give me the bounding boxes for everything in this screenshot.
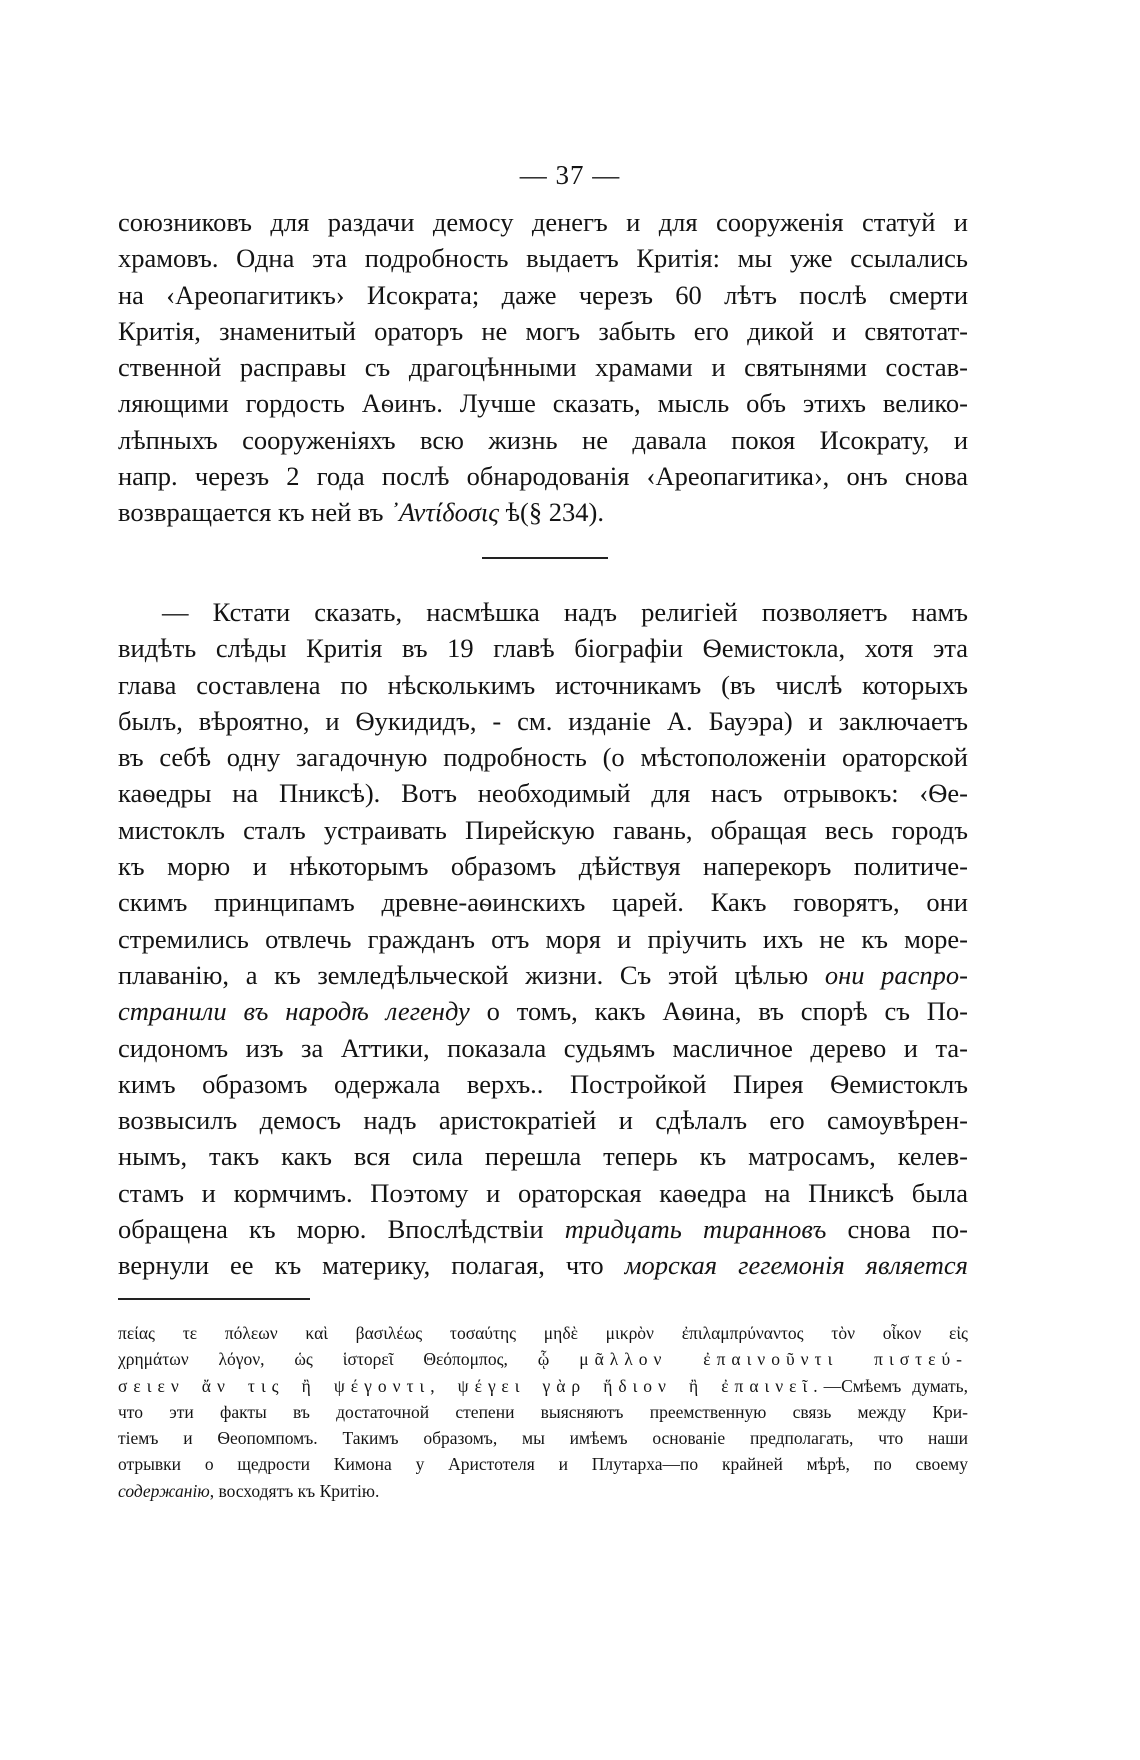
section-divider [482,557,608,559]
text-line: нымъ, такъ какъ вся сила перешла теперь къ матросамъ, келев- [118,1141,968,1172]
text-line: ляющими гордость Аѳинъ. Лучше сказать, мысль объ этихъ велико- [118,388,968,419]
italic-run: они распро- [824,959,969,990]
text-line [118,1247,968,1283]
text-line: сидономъ изъ за Аттики, показала судьямъ масличное дерево и та- [118,1032,968,1063]
text-line: стремились отвлечь гражданъ отъ моря и пріучить ихъ не къ море- [118,923,968,954]
text-line: напр. черезъ 2 года послѣ обнародованія ‹Ареопагитика›, онъ снова [118,461,968,492]
footnote-line: отрывки о щедрости Кимона у Аристотеля и Плутарха—по крайней мѣрѣ, по своему [118,1454,968,1475]
text-run: ѣ(§ 234). [499,497,604,528]
italic-run: морская гегемонія является [624,1250,968,1281]
text-line: былъ, вѣроятно, и Ѳукидидъ, - см. изданіе А. Бауэра) и заключаетъ [118,705,968,736]
text-line: возвысилъ демосъ надъ аристократіей и сдѣлалъ его самоувѣрен- [118,1105,968,1136]
text-line: ственной расправы съ драгоцѣнными храмами и святынями состав- [118,352,968,383]
page-number: — 37 — [519,160,621,190]
text-line [118,993,968,1029]
text-run: возвращается къ ней въ [118,497,391,528]
text-line [118,957,968,993]
paragraph-1 [118,204,968,531]
text-run: , восходятъ къ Критію. [209,1480,380,1501]
text-line: въ себѣ одну загадочную подробность (о мѣстоположеніи ораторской [118,742,968,773]
text-line: союзниковъ для раздачи демосу денегъ и для сооруженія статуй и [118,207,968,237]
text-run: снова по- [826,1214,969,1245]
spaced-quote: μᾶλλον ἐπαινοῦντι πιστεύ- [579,1349,969,1370]
spaced-quote: σειεν ἄν τις ἢ ψέγοντι, ψέγει γὰρ ἥδιον ἢ ἐπαινεῖ. [118,1375,824,1396]
text-line [118,1211,968,1247]
text-line [118,494,968,530]
italic-run: странили въ народѣ легенду [118,996,470,1027]
text-line: Критія, знаменитый ораторъ не могъ забыть его дикой и святотат- [118,315,968,346]
text-line: кимъ образомъ одержала верхъ.. Постройкой Пирея Ѳемистоклъ [118,1068,968,1099]
text-line: каѳедры на Пниксѣ). Вотъ необходимый для насъ отрывокъ: ‹Ѳе- [118,778,968,809]
footnote-line: πείας τε πόλεων καὶ βασιλέως τοσαύτης μηδὲ μικρὸν ἐπιλαμπρύναντος τὸν οἶκον εἰς [118,1323,968,1343]
text-line: храмовъ. Одна эта подробность выдаетъ Критія: мы уже ссылались [118,243,968,274]
text-run: —Смѣемъ думать, [823,1375,968,1396]
footnote-line [118,1373,968,1399]
greek-title: ᾿Αντίδοσις [390,497,500,528]
text-line: глава составлена по нѣсколькимъ источникамъ (въ числѣ которыхъ [118,669,968,700]
text-line: скимъ принципамъ древне-аѳинскихъ царей. Какъ говорятъ, они [118,887,968,918]
text-line: къ морю и нѣкоторымъ образомъ дѣйствуя наперекоръ политиче- [118,851,968,882]
text-run: χρημάτων λόγον, ὡς ἱστορεῖ Θεόπομπος, ᾧ [118,1349,580,1370]
text-line: мистоклъ сталъ устраивать Пирейскую гавань, обращая весь городъ [118,814,968,845]
footnote-rule [118,1298,310,1300]
text-run: плаванію, а къ земледѣльческой жизни. Съ этой цѣлью [118,959,825,990]
text-run: вернули ее къ материку, полагая, что [118,1250,625,1281]
text-run: обращена къ морю. Впослѣдствіи [118,1214,565,1245]
text-line: видѣть слѣды Критія въ 19 главѣ біографіи Ѳемистокла, хотя эта [118,633,968,664]
text-line: на ‹Ареопагитикъ› Исократа; даже черезъ 60 лѣтъ послѣ смерти [118,279,968,310]
footnote-line [118,1478,968,1504]
text-run: о томъ, какъ Аѳина, въ спорѣ съ По- [469,996,968,1027]
footnote-line: тіемъ и Ѳеопомпомъ. Такимъ образомъ, мы имѣемъ основаніе предполагать, что наши [118,1428,968,1449]
paragraph-2 [118,594,968,1284]
text-line: — Кстати сказать, насмѣшка надъ религіей позволяетъ намъ [162,597,968,627]
italic-run: содержанію [118,1480,210,1501]
italic-run: тридцать тиранновъ [564,1214,827,1245]
footnote-line: что эти факты въ достаточной степени выясняютъ преемственную связь между Кри- [118,1401,968,1422]
footnote-line [118,1346,968,1372]
text-line: стамъ и кормчимъ. Поэтому и ораторская каѳедра на Пниксѣ была [118,1177,968,1208]
text-line: лѣпныхъ сооруженіяхъ всю жизнь не давала покоя Исократу, и [118,424,968,455]
footnote [118,1320,968,1504]
